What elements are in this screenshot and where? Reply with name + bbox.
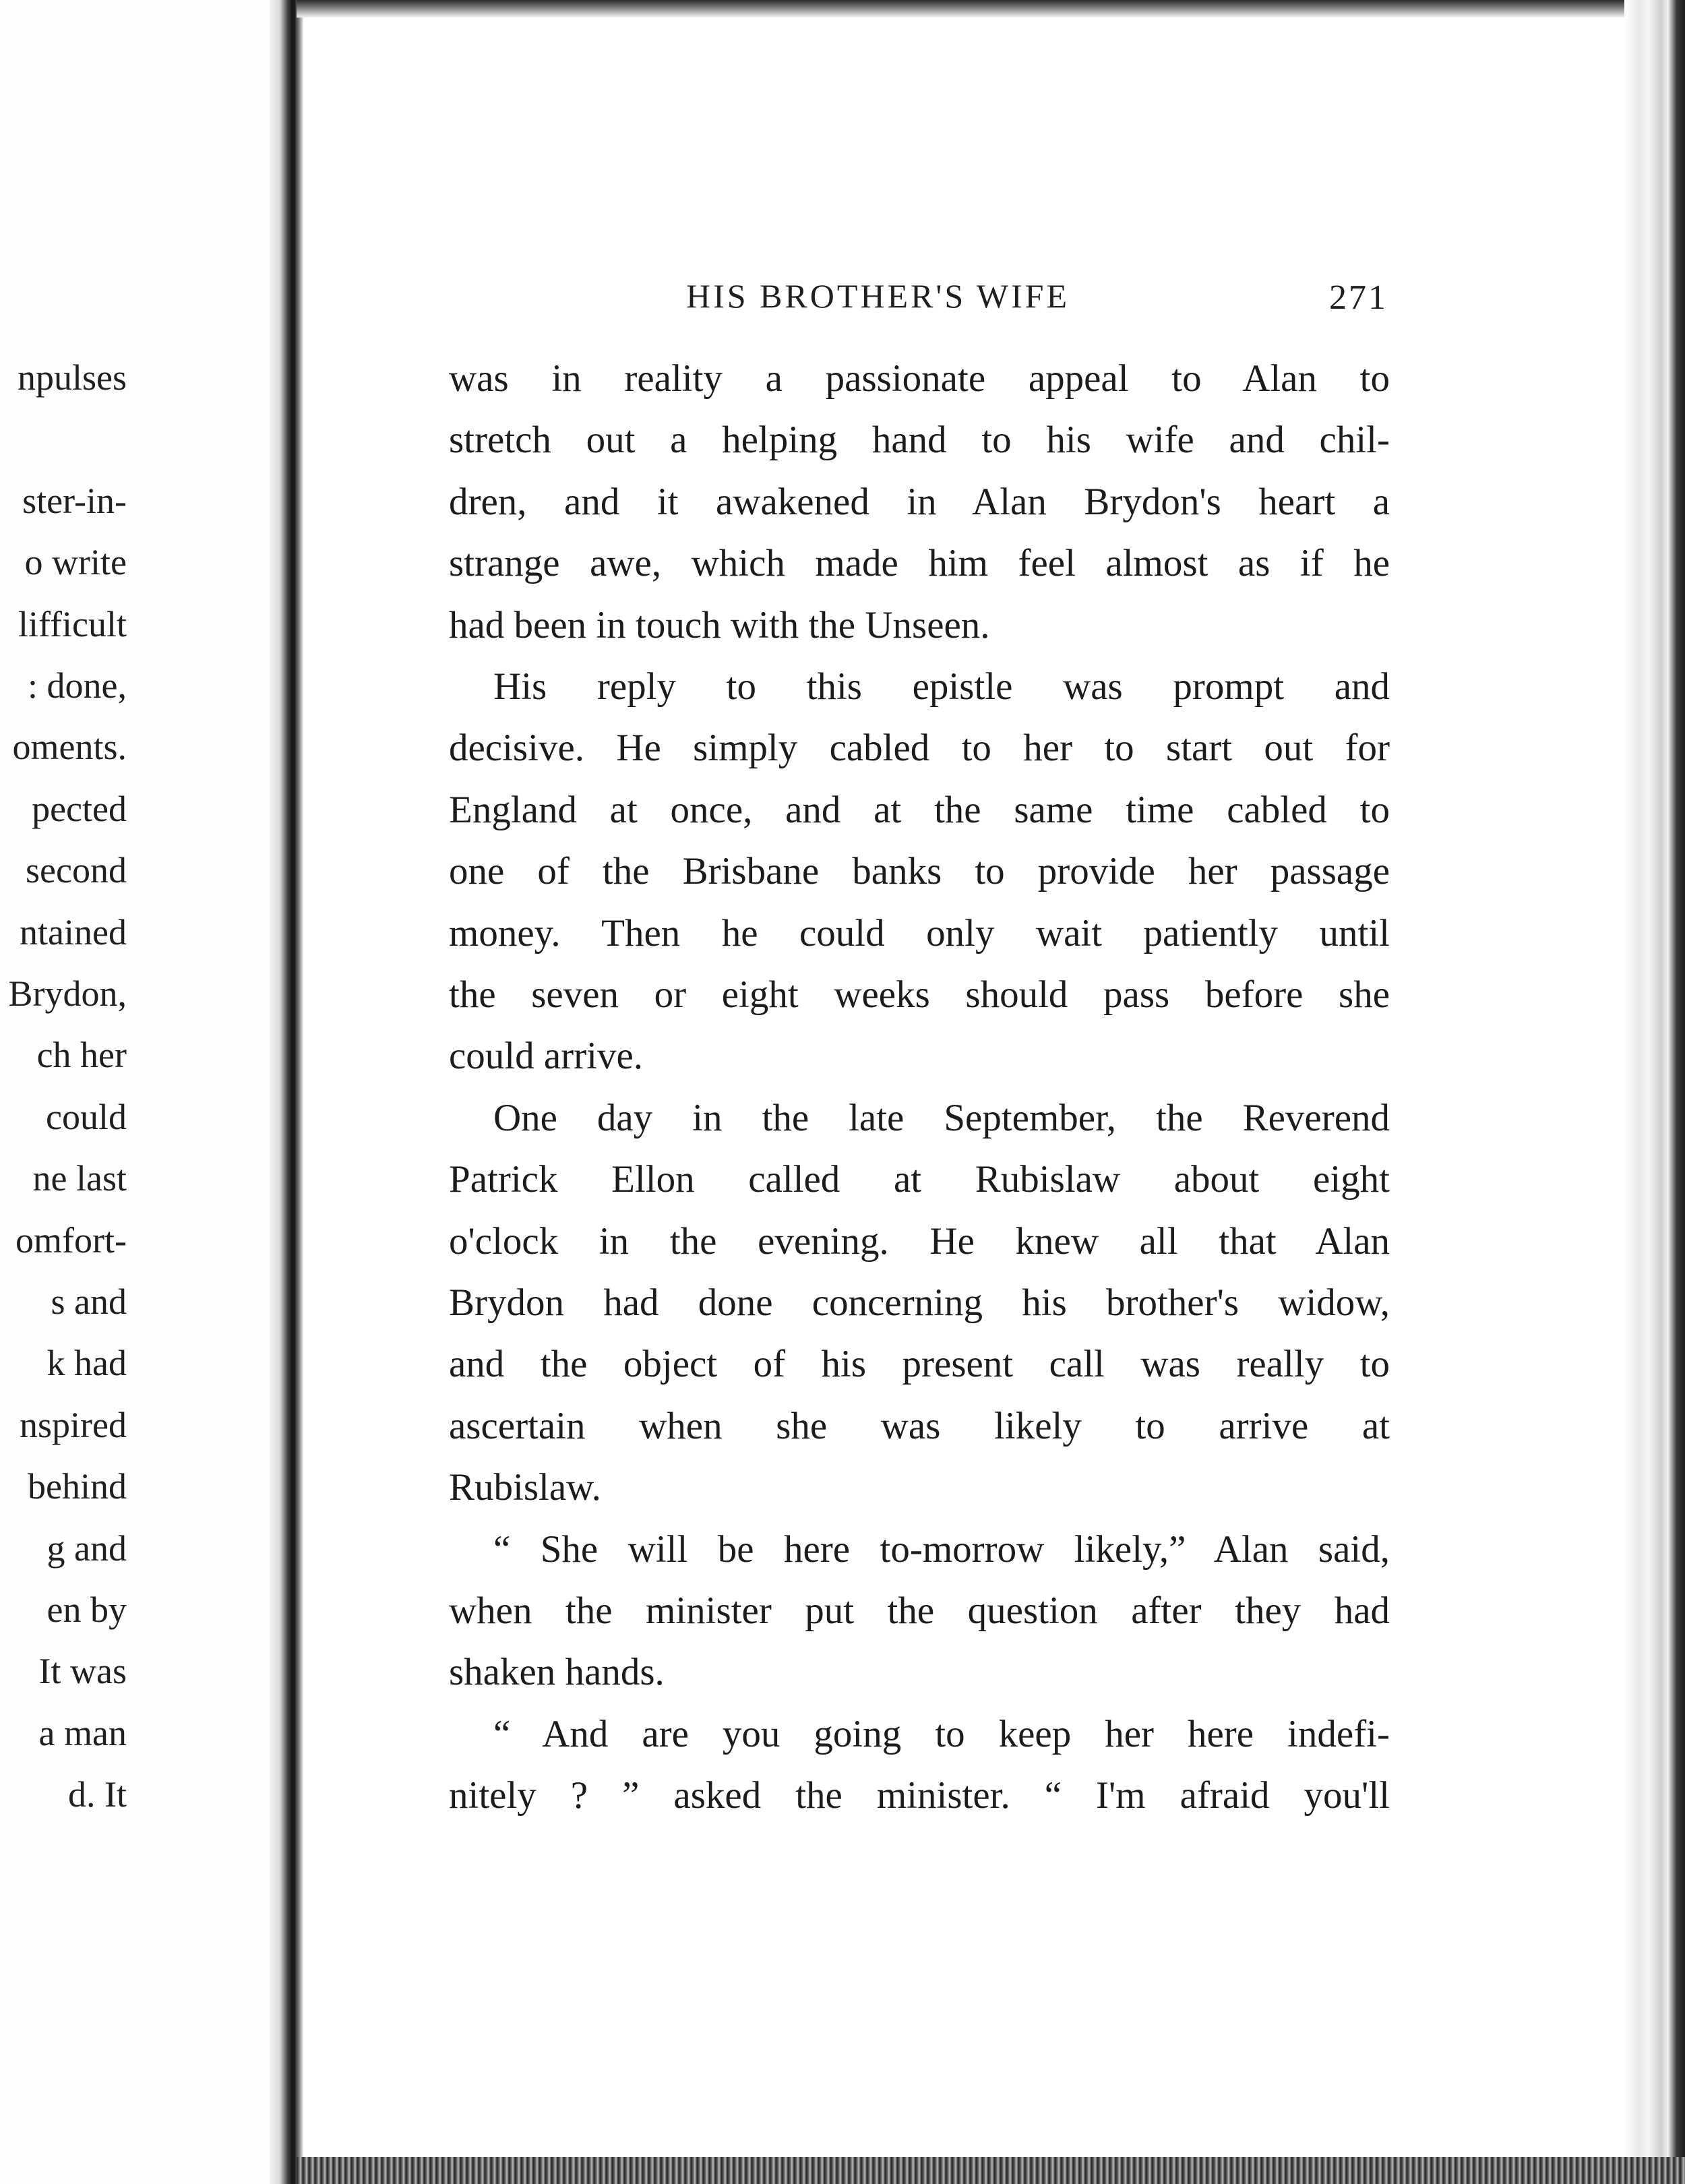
text-line: Brydon had done concerning his brother's widow, xyxy=(449,1281,1390,1324)
text-line: when the minister put the question after they had xyxy=(449,1589,1390,1632)
left-page-line: nspired xyxy=(20,1404,127,1445)
text-line: “ And are you going to keep her here indefi- xyxy=(493,1712,1390,1755)
left-page-line: behind xyxy=(28,1466,127,1507)
text-line: Patrick Ellon called at Rubislaw about eight xyxy=(449,1158,1390,1201)
text-line: “ She will be here to-morrow likely,” Alan said, xyxy=(493,1527,1390,1571)
left-page-line: ch her xyxy=(36,1035,127,1076)
left-page-line: It was xyxy=(38,1651,127,1692)
text-line: had been in touch with the Unseen. xyxy=(449,603,990,646)
text-line: dren, and it awakened in Alan Brydon's heart a xyxy=(449,480,1390,523)
book-gutter xyxy=(270,0,303,2184)
left-page-line: oments. xyxy=(12,727,127,768)
text-line: Rubislaw. xyxy=(449,1466,601,1509)
left-page-line: s and xyxy=(51,1281,127,1322)
text-line: stretch out a helping hand to his wife and chil- xyxy=(449,419,1390,462)
text-line: His reply to this epistle was prompt and xyxy=(493,665,1390,708)
left-page-line: ntained xyxy=(20,911,127,952)
left-page-line: ne last xyxy=(32,1158,127,1199)
text-line: England at once, and at the same time cabled to xyxy=(449,788,1390,831)
left-page-line: d. It xyxy=(68,1774,127,1815)
left-page-line: lifficult xyxy=(18,603,127,644)
text-line: money. Then he could only wait patiently until xyxy=(449,911,1390,954)
text-line: strange awe, which made him feel almost as if he xyxy=(449,542,1390,585)
text-line: o'clock in the evening. He knew all that Alan xyxy=(449,1219,1390,1263)
previous-page-fragment xyxy=(0,0,270,2184)
page-stack-edge xyxy=(1624,0,1685,2184)
gutter-line xyxy=(291,0,295,2184)
left-page-line: second xyxy=(26,850,127,891)
left-page-line: a man xyxy=(38,1712,127,1753)
left-page-line: Brydon, xyxy=(8,973,127,1014)
left-page-line: pected xyxy=(32,788,127,829)
current-page xyxy=(303,0,1645,2184)
text-line: one of the Brisbane banks to provide her passage xyxy=(449,850,1390,893)
left-page-line: npulses xyxy=(18,357,127,398)
running-head: HIS BROTHER'S WIFE xyxy=(686,277,1070,315)
text-line: decisive. He simply cabled to her to start out for xyxy=(449,727,1390,770)
text-line: and the object of his present call was really to xyxy=(449,1343,1390,1386)
text-line: was in reality a passionate appeal to Alan to xyxy=(449,357,1390,400)
text-line: could arrive. xyxy=(449,1035,644,1078)
left-page-line: en by xyxy=(47,1589,127,1630)
text-line: shaken hands. xyxy=(449,1651,665,1694)
book-bottom-edge xyxy=(297,2157,1685,2184)
left-page-line: could xyxy=(46,1096,127,1137)
text-line: nitely ? ” asked the minister. “ I'm afraid you'll xyxy=(449,1774,1390,1817)
text-line: ascertain when she was likely to arrive at xyxy=(449,1404,1390,1447)
left-page-line: k had xyxy=(47,1343,127,1384)
left-page-line: : done, xyxy=(28,665,127,706)
left-page-line: omfort- xyxy=(16,1219,127,1261)
page-top-edge xyxy=(297,0,1638,18)
left-page-line: o write xyxy=(24,542,127,583)
left-page-line: g and xyxy=(47,1527,127,1569)
page-number: 271 xyxy=(1329,278,1388,317)
left-page-line: ster-in- xyxy=(22,480,127,521)
text-line: the seven or eight weeks should pass before she xyxy=(449,973,1390,1016)
text-line: One day in the late September, the Reverend xyxy=(493,1096,1390,1139)
